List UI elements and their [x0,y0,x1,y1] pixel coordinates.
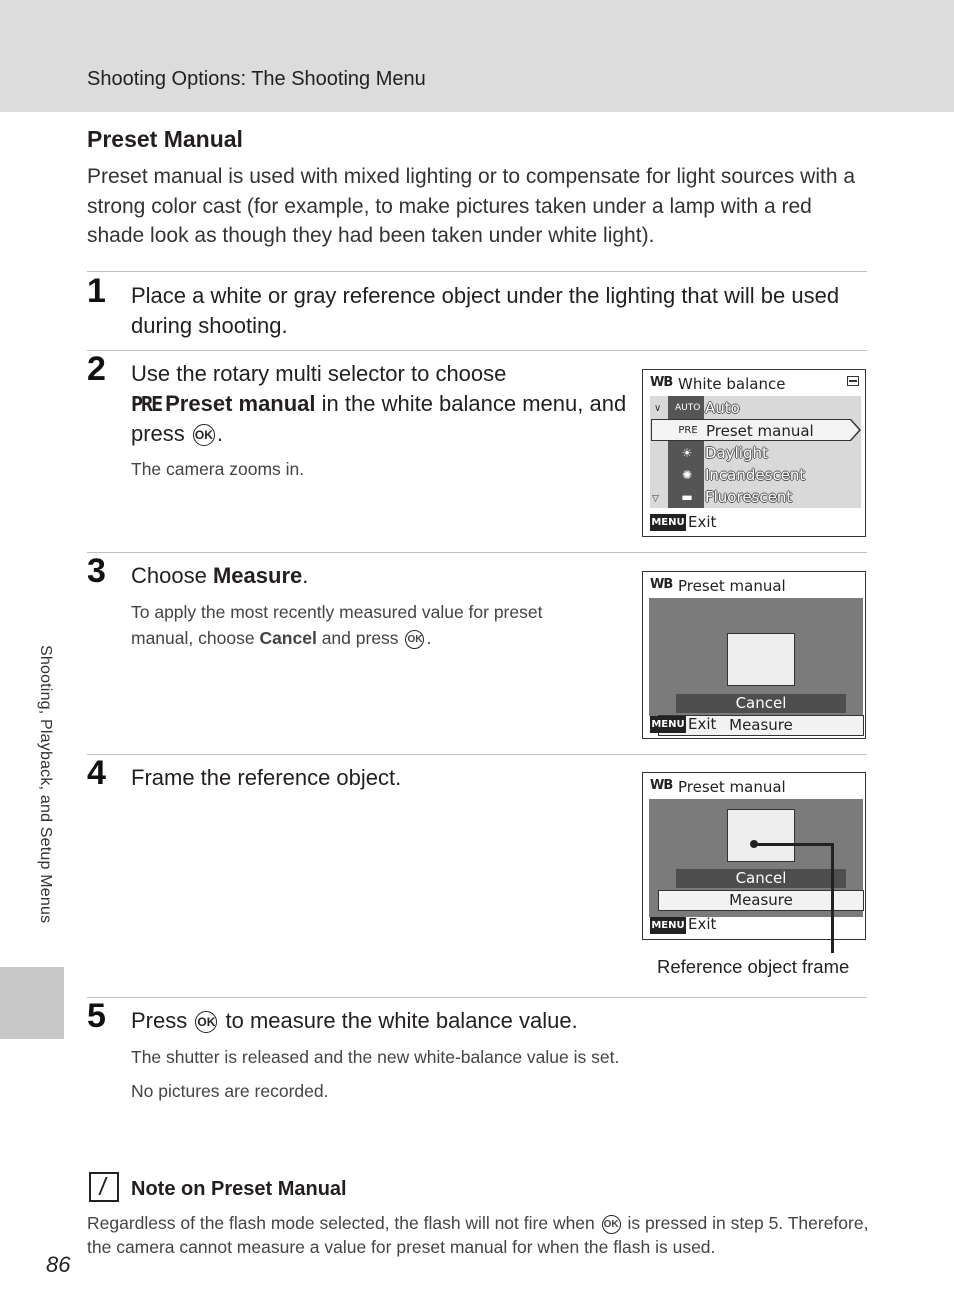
note-title: Note on Preset Manual [131,1178,347,1200]
callout-line [754,843,834,846]
selection-arrow-icon [851,419,861,441]
step-2-text [131,359,631,449]
menu-item-label: Daylight [705,444,768,462]
menu-item-label: Incandescent [705,466,806,484]
auto-icon: AUTO [675,403,701,413]
step-3-period: . [302,563,309,588]
step-5-sub-2: No pictures are recorded. [131,1081,329,1101]
step-1-text: Place a white or gray reference object under the lighting that will be used during shooting. [131,283,840,338]
scroll-down-icon: ▽ [652,494,659,504]
ok-button-icon: OK [405,630,424,649]
exit-label: Exit [688,715,717,733]
page-number: 86 [46,1252,71,1277]
section-intro: Preset manual is used with mixed lighting or to compensate for light sources with a strong color cast (for example, to make pictures taken under a lamp with a red shade look as though they had been taken under white light). [87,165,856,247]
callout-line [831,843,834,953]
menu-item-auto[interactable] [668,397,861,419]
step-2-sub: The camera zooms in. [131,459,305,479]
white-balance-icon: WB [650,778,673,793]
measure-option[interactable]: Measure [658,715,864,736]
menu-button-icon: MENU [650,917,686,934]
divider [87,350,867,351]
divider [87,271,867,272]
pencil-note-icon [89,1172,119,1202]
page-header [0,0,954,112]
step-1-number: 1 [87,272,106,310]
step-3-sub-bold: Cancel [259,628,317,648]
step-3-bold: Measure [212,563,303,588]
menu-item-label: Preset manual [706,422,814,440]
screen-title: Preset manual [678,778,786,796]
menu-item-incandescent[interactable] [668,464,861,486]
ok-button-icon: OK [193,424,215,446]
side-section-label: Shooting, Playback, and Setup Menus [37,645,54,924]
screen-title: White balance [678,375,786,393]
step-2-text-a: Use the rotary multi selector to choose [131,361,507,386]
screen-title: Preset manual [678,577,786,595]
incandescent-icon: ✺ [681,468,693,482]
preset-icon: PRE [678,425,698,436]
step-5-text [131,1006,578,1036]
step-2-number: 2 [87,350,106,388]
exit-label: Exit [688,915,717,933]
step-4-number: 4 [87,754,106,792]
step-3-sub-b: and press [321,628,399,648]
header-title: Shooting Options: The Shooting Menu [87,68,426,90]
section-title: Preset Manual [87,126,243,152]
step-5-sub-1: The shutter is released and the new white-balance value is set. [131,1047,620,1067]
measure-option[interactable]: Measure [658,890,864,911]
step-4-text: Frame the reference object. [131,765,402,790]
step-2-text-b: in the white balance menu, and press [131,391,627,446]
step-3-sub-a: To apply the most recently measured value for preset manual, choose [131,602,543,648]
white-balance-screen [642,369,866,537]
menu-item-label: Fluorescent [705,488,793,506]
step-5-number: 5 [87,997,106,1035]
menu-button-icon: MENU [650,514,686,531]
sun-icon: ☀ [681,446,693,460]
battery-icon [847,376,859,386]
step-3-sub [131,599,601,651]
step-2-bold: Preset manual [165,391,316,416]
white-balance-icon: WB [650,375,673,390]
fluorescent-icon: ▬ [681,490,693,504]
callout-dot [750,840,758,848]
section-tab [0,967,64,1039]
menu-item-daylight[interactable] [668,442,861,464]
preset-manual-icon: PRE [131,392,162,416]
divider [87,997,867,998]
note-body-a: Regardless of the flash mode selected, the flash will not fire when [87,1213,595,1233]
step-5-text-b: to measure the white balance value. [225,1008,578,1033]
menu-button-icon: MENU [650,716,686,733]
note-body [87,1211,877,1259]
step-3-sub-period: . [426,628,432,648]
step-3-number: 3 [87,552,106,590]
cancel-option[interactable]: Cancel [676,869,846,888]
preset-manual-screen [642,571,866,739]
white-balance-icon: WB [650,577,673,592]
ok-button-icon: OK [195,1011,217,1033]
step-5-text-a: Press [131,1008,188,1033]
step-2-period: . [216,421,224,446]
menu-item-fluorescent[interactable] [668,486,861,508]
reference-frame-callout: Reference object frame [657,956,850,977]
scroll-up-icon: ∨ [654,403,662,414]
step-3-text [131,561,308,591]
menu-item-preset-manual[interactable] [651,419,851,441]
exit-label: Exit [688,513,717,531]
divider [87,552,867,553]
ok-button-icon: OK [602,1215,621,1234]
reference-frame [727,809,795,862]
menu-item-label: Auto [705,399,740,417]
note-body-b: is pressed in step 5. Therefore, the camera cannot measure a value for preset manual for when the flash is used. [87,1213,869,1257]
cancel-option[interactable]: Cancel [676,694,846,713]
reference-frame [727,633,795,686]
divider [87,754,867,755]
step-3-text-a: Choose [131,563,207,588]
